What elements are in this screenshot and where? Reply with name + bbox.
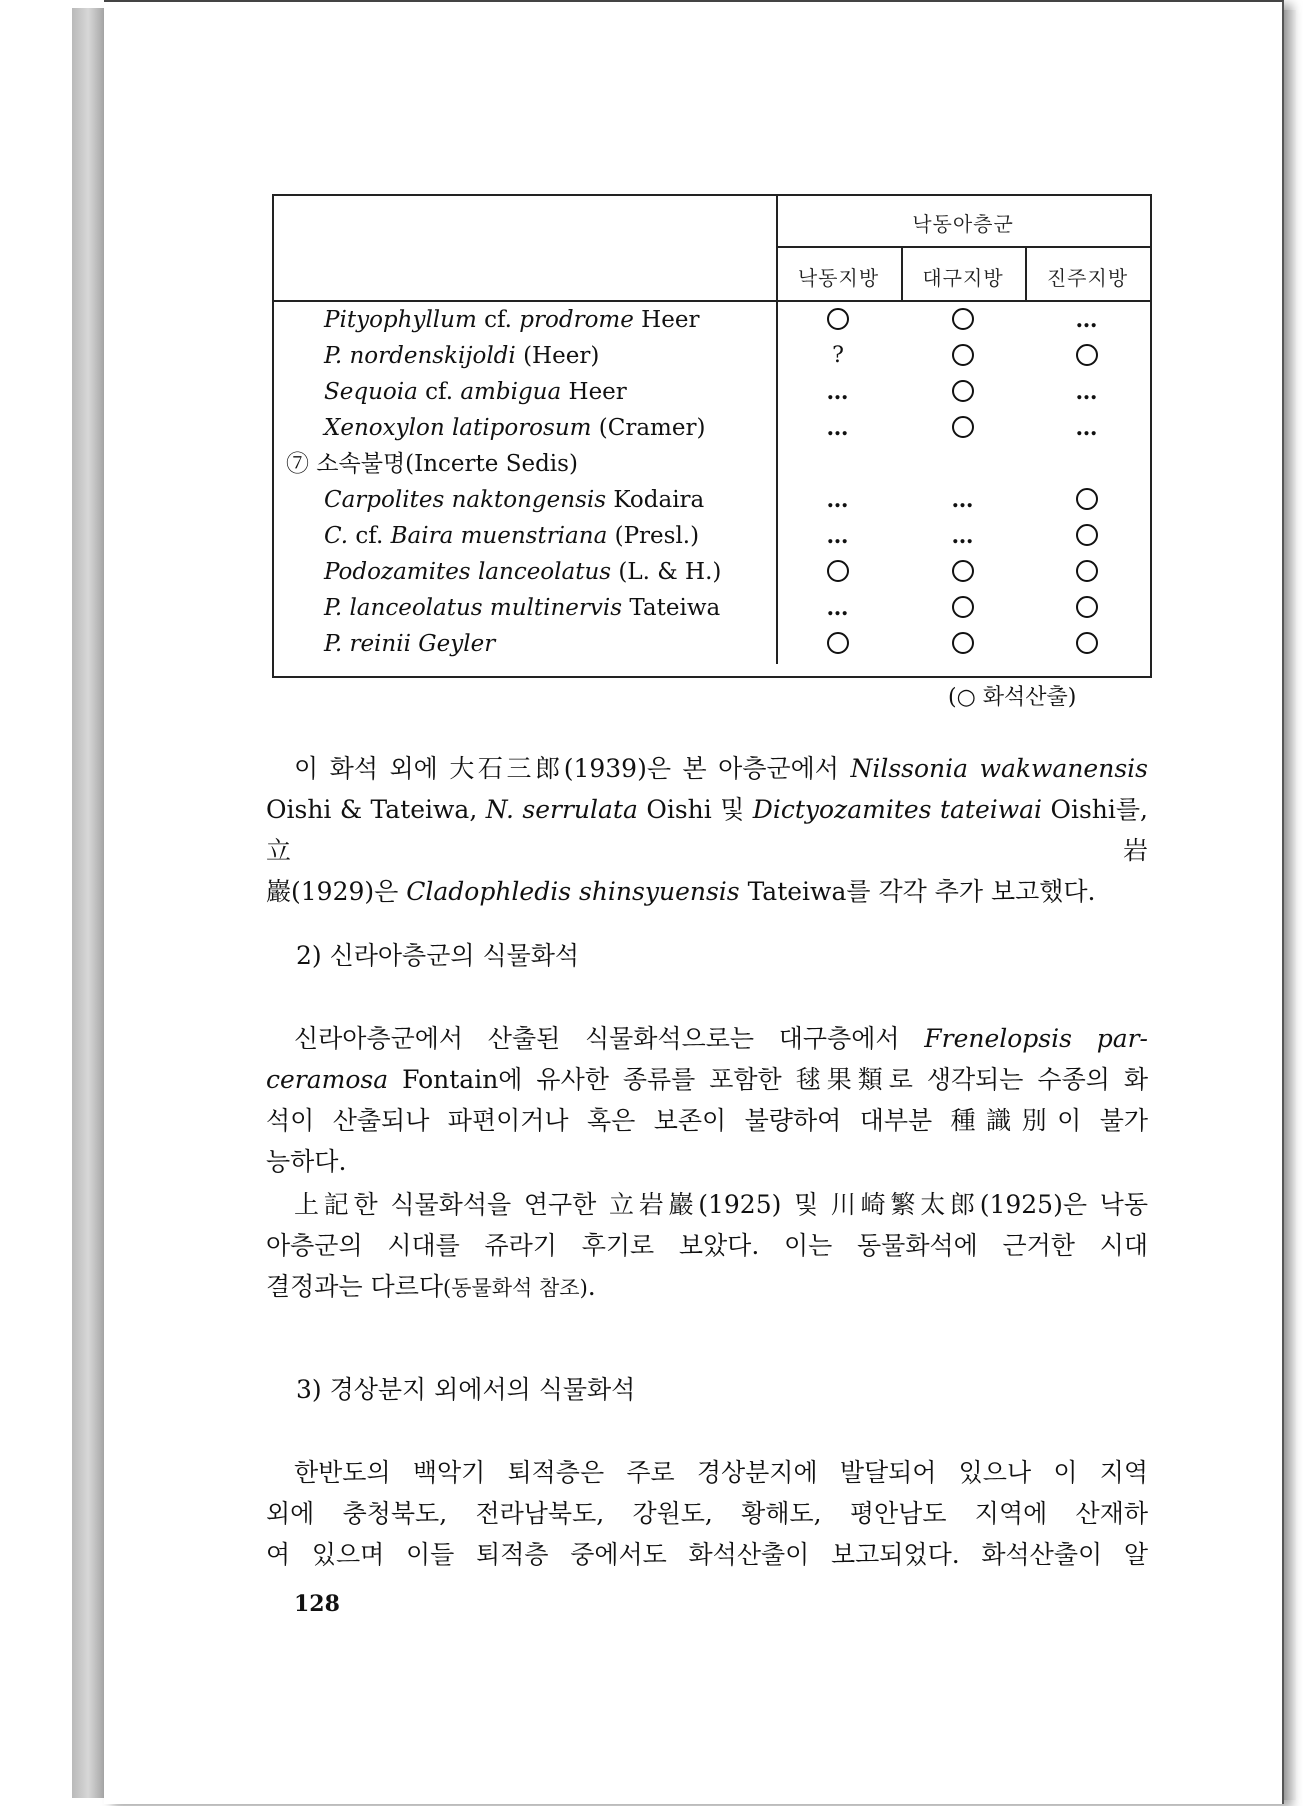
table-row [274, 518, 1150, 554]
taxon-italic-part: Podozamites [324, 559, 471, 585]
fossil-present-circle [1067, 338, 1107, 374]
text-line [266, 871, 1148, 912]
paragraph-3 [266, 1184, 1148, 1309]
circle-icon [1076, 344, 1098, 366]
species-name: Frenelopsis par- [924, 1024, 1149, 1053]
circle-icon [1076, 488, 1098, 510]
circle-icon [827, 308, 849, 330]
taxon-plain-part: (Presl.) [607, 523, 700, 549]
text-run: . [587, 1272, 596, 1301]
circle-icon [952, 632, 974, 654]
table-legend: (○ 화석산출) [948, 685, 1077, 710]
absent-dots: … [826, 487, 850, 513]
circle-icon [952, 560, 974, 582]
taxon-name [324, 518, 699, 554]
table-row [274, 410, 1150, 446]
taxon-italic-part: P. [324, 595, 343, 621]
table-row [274, 338, 1150, 374]
table-row [274, 302, 1150, 338]
taxon-plain-part [471, 559, 478, 585]
fossil-present-circle [818, 302, 858, 338]
fossil-present-circle [1067, 482, 1107, 518]
fossil-present-circle [1067, 590, 1107, 626]
fossil-present-circle [1067, 518, 1107, 554]
fossil-present-circle [943, 554, 983, 590]
fossil-present-circle [818, 554, 858, 590]
taxon-name [324, 590, 720, 626]
text-run: 능하다. [266, 1147, 347, 1176]
page-number: 128 [294, 1591, 340, 1617]
species-name: Nilssonia wakwanensis [850, 754, 1148, 783]
text-run: 한반도의 백악기 퇴적층은 주로 경상분지에 발달되어 있으나 이 지역 [294, 1458, 1148, 1487]
species-name: Dictyozamites tateiwai [752, 795, 1043, 824]
taxon-italic-part: Pityophyllum [324, 307, 477, 333]
section-heading-2: 2) 신라아층군의 식물화석 [296, 941, 580, 970]
circle-icon [1076, 632, 1098, 654]
circle-icon [952, 344, 974, 366]
text-run: Fontain에 유사한 종류를 포함한 毬果類로 생각되는 수종의 화 [388, 1065, 1148, 1094]
table-column-header: 낙동지방 [797, 266, 880, 290]
text-run: 上記한 식물화석을 연구한 立岩巖(1925) 및 川崎繁太郎(1925)은 낙동 [294, 1190, 1148, 1219]
circle-icon [827, 632, 849, 654]
taxon-plain-part: Heer [633, 307, 700, 333]
absent-dots: … [951, 523, 975, 549]
fossil-present-circle [943, 410, 983, 446]
text-line [266, 748, 1148, 789]
paragraph-2 [266, 1018, 1148, 1182]
circle-icon [952, 416, 974, 438]
text-line [266, 1141, 1148, 1182]
taxon-plain-part: (Heer) [515, 343, 600, 369]
taxon-italic-part: P. [324, 631, 343, 657]
text-line [266, 1493, 1148, 1534]
taxon-italic-part: Xenoxylon [324, 415, 445, 441]
text-run: (동물화석 참조) [443, 1276, 588, 1300]
absent-dots: … [1075, 379, 1099, 405]
taxon-name [324, 482, 704, 518]
text-run: Oishi 및 [637, 795, 753, 824]
taxon-italic-part: lanceolatus multinervis [349, 595, 623, 621]
taxon-plain-part [444, 487, 451, 513]
taxon-name [324, 626, 495, 662]
absent-dots: … [826, 379, 850, 405]
table-group-header: 낙동아층군 [912, 212, 1014, 236]
text-line [266, 1184, 1148, 1225]
species-name: N. serrulata [485, 795, 638, 824]
text-run: 결정과는 다르다 [266, 1272, 443, 1301]
taxon-plain-part: Kodaira [606, 487, 705, 513]
text-run: 신라아층군에서 산출된 식물화석으로는 대구층에서 [294, 1024, 925, 1053]
taxon-name [324, 338, 599, 374]
text-line [266, 789, 1148, 871]
text-line [266, 1452, 1148, 1493]
circle-icon [1076, 560, 1098, 582]
taxon-plain-part: cf. [476, 307, 520, 333]
taxon-italic-part: Sequoia [324, 379, 418, 405]
taxon-plain-part: cf. [417, 379, 461, 405]
table-column-header: 대구지방 [922, 266, 1004, 290]
text-run: 이 화석 외에 大石三郎(1939)은 본 아층군에서 [294, 754, 851, 783]
table-row [274, 374, 1150, 410]
text-line [266, 1534, 1148, 1575]
taxon-name [324, 410, 705, 446]
taxon-name [324, 374, 627, 410]
taxon-plain-part: Tateiwa [622, 595, 721, 621]
fossil-present-circle [943, 626, 983, 662]
taxon-italic-part: Carpolites [324, 487, 445, 513]
taxon-italic-part: prodrome [519, 307, 634, 333]
table-header-divider [776, 246, 1150, 248]
text-line [266, 1266, 1148, 1309]
fossil-present-circle [943, 338, 983, 374]
circle-icon [1076, 524, 1098, 546]
taxon-italic-part: C. [324, 523, 349, 549]
taxon-plain-part [445, 415, 452, 441]
paragraph-1 [266, 748, 1148, 912]
circle-icon [952, 308, 974, 330]
taxon-italic-part: ambigua [460, 379, 562, 405]
fossil-present-circle [818, 626, 858, 662]
taxon-italic-part: reinii Geyler [349, 631, 496, 657]
circle-icon [952, 596, 974, 618]
fossil-present-circle [943, 374, 983, 410]
absent-dots: … [826, 523, 850, 549]
absent-dots: … [826, 415, 850, 441]
text-run: 석이 산출되나 파편이거나 혹은 보존이 불량하여 대부분 種識別이 불가 [266, 1106, 1148, 1135]
text-line [266, 1100, 1148, 1141]
group-label: ⑦ 소속불명(Incerte Sedis) [286, 451, 578, 477]
fossil-present-circle [943, 302, 983, 338]
text-line [266, 1018, 1148, 1059]
taxon-italic-part: lanceolatus [477, 559, 612, 585]
text-line [266, 1059, 1148, 1100]
text-run: 여 있으며 이들 퇴적층 중에서도 화석산출이 보고되었다. 화석산출이 알 [266, 1540, 1148, 1569]
text-run: Oishi를, 立岩 [266, 795, 1149, 865]
page-stack-edge [1284, 10, 1296, 1800]
text-run: 巖(1929)은 [266, 877, 407, 906]
absent-dots: … [826, 595, 850, 621]
taxon-italic-part: latiporosum [451, 415, 592, 441]
text-run: Tateiwa를 각각 추가 보고했다. [739, 877, 1096, 906]
taxon-plain-part: Heer [561, 379, 627, 405]
uncertain-mark: ? [832, 343, 844, 368]
text-line [266, 1225, 1148, 1266]
taxon-italic-part: naktongensis [451, 487, 607, 513]
taxon-plain-part: cf. [348, 523, 391, 549]
taxon-plain-part: (L. & H.) [611, 559, 722, 585]
species-name: ceramosa [266, 1065, 389, 1094]
table-column-header: 진주지방 [1046, 266, 1129, 290]
table-row [274, 626, 1150, 662]
absent-dots: … [1075, 415, 1099, 441]
text-run: Oishi & Tateiwa, [266, 795, 486, 824]
taxon-plain-part: (Cramer) [591, 415, 706, 441]
taxon-name [324, 302, 699, 338]
taxon-italic-part: Baira muenstriana [390, 523, 608, 549]
table-row [274, 482, 1150, 518]
absent-dots: … [951, 487, 975, 513]
paragraph-4 [266, 1452, 1148, 1575]
table-row [274, 590, 1150, 626]
taxon-name [324, 554, 721, 590]
fossil-present-circle [1067, 554, 1107, 590]
fossil-present-circle [1067, 626, 1107, 662]
circle-icon [827, 560, 849, 582]
absent-dots: … [1075, 307, 1099, 333]
table-row [274, 446, 1150, 482]
circle-icon [1076, 596, 1098, 618]
table-row [274, 554, 1150, 590]
species-name: Cladophledis shinsyuensis [406, 877, 740, 906]
fossil-present-circle [943, 590, 983, 626]
taxon-italic-part: P. [324, 343, 343, 369]
taxon-italic-part: nordenskijoldi [349, 343, 516, 369]
section-heading-3: 3) 경상분지 외에서의 식물화석 [296, 1375, 636, 1404]
text-run: 아층군의 시대를 쥬라기 후기로 보았다. 이는 동물화석에 근거한 시대 [266, 1231, 1148, 1260]
fossil-distribution-table [272, 194, 1152, 678]
text-run: 외에 충청북도, 전라남북도, 강원도, 황해도, 평안남도 지역에 산재하 [266, 1499, 1148, 1528]
circle-icon [952, 380, 974, 402]
